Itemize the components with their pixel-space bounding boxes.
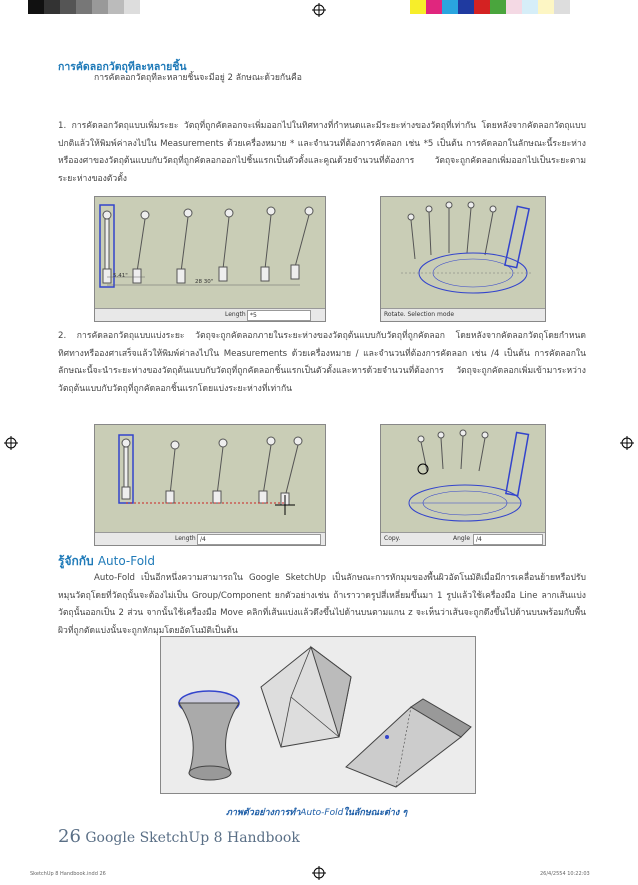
dimension-small: 5.41" bbox=[113, 273, 128, 279]
caption-prefix: ภาพตัวอย่างการทำ bbox=[226, 808, 301, 818]
measurements-label: Length bbox=[225, 311, 246, 318]
measurements-bar bbox=[95, 308, 325, 321]
registration-mark-icon bbox=[4, 436, 18, 450]
measurements-bar bbox=[381, 532, 545, 545]
measurements-field[interactable]: *5 bbox=[247, 310, 311, 321]
registration-mark-icon bbox=[312, 3, 326, 17]
move-cursor-icon bbox=[275, 495, 295, 515]
status-text: Rotate. Selection mode bbox=[384, 311, 455, 318]
section-title: การคัดลอกวัตถุทีละหลายชิ้น bbox=[58, 61, 187, 73]
figure-autofold-examples bbox=[160, 636, 476, 794]
paragraph-incremental-copy: 1. การคัดลอกวัตถุแบบเพิ่มระยะ วัตถุที่ถูกคัดลอกจะเพิ่มออกไปในทิศทางที่กำหนดและมีระยะห่างของวัตถุที่เท่ากัน โดยหลังจากคัดลอกวัตถุแบบปกติแล้วให้พิมพ์ค่าลงไปใน Measurements ด้วยเครื่องหมาย * และจำนวนที่ต้องการคัดลอก เช่น *5 เป็นต้น การคัดลอกในลักษณะนี้ระยะห่างหรือองศาของวัตถุต้นแบบกับวัตถุที่ถูกคัดลอกออกไปชิ้นแรกเป็นตัวตั้งและคูณด้วยจำนวนที่ต้องการ วัตถุจะถูกคัดลอกเพิ่มออกไปเป็นระยะตามระยะห่างของตัวตั้ง bbox=[58, 121, 586, 184]
caption-suffix: ในลักษณะต่าง ๆ bbox=[343, 808, 408, 818]
page-number: 26 bbox=[58, 826, 81, 847]
autofold-title-name: Auto-Fold bbox=[97, 554, 155, 568]
color-bar-right bbox=[410, 0, 570, 20]
status-copy-text: Copy. bbox=[384, 535, 401, 542]
status-bar bbox=[381, 308, 545, 321]
measurements-label: Angle bbox=[453, 535, 471, 542]
dimension-big: 28 30" bbox=[195, 279, 214, 285]
color-bar-left bbox=[28, 0, 156, 20]
measurements-label: Length bbox=[175, 535, 196, 542]
screenshot-incremental-copy bbox=[94, 196, 326, 322]
measurements-bar bbox=[95, 532, 325, 545]
screenshot-rotate-copy bbox=[380, 196, 546, 322]
book-title: Google SketchUp 8 Handbook bbox=[85, 830, 300, 846]
autofold-shapes-illustration bbox=[161, 637, 475, 793]
rotated-rods-illustration bbox=[381, 197, 545, 309]
section-intro: การคัดลอกวัตถุทีละหลายชิ้นจะมีอยู่ 2 ลักษณะด้วยกันคือ bbox=[94, 73, 302, 83]
autofold-title bbox=[58, 552, 155, 571]
slug-date: 26/4/2554 10:22:03 bbox=[540, 871, 590, 877]
page-footer bbox=[58, 826, 300, 847]
tool-rods-illustration bbox=[95, 197, 325, 309]
autofold-title-prefix: รู้จักกับ bbox=[58, 554, 94, 568]
registration-mark-icon bbox=[620, 436, 634, 450]
paragraph-autofold: Auto-Fold เป็นอีกหนึ่งความสามารถใน Google SketchUp เป็นลักษณะการหักมุมของพื้นผิวอัตโนมัติเมื่อมีการเคลื่อนย้ายหรือปรับหมุนวัตถุโดยที่วัตถุนั้นจะต้องไม่เป็น Group/Component ยกตัวอย่างเช่น ถ้าเราวาดรูปสี่เหลี่ยมขึ้นมา 1 รูปแล้วใช้เครื่องมือ Line ลากเส้นแบ่งวัตถุนั้นออกเป็น 2 ส่วน จากนั้นใช้เครื่องมือ Move คลิกที่เส้นแบ่งแล้วดึงขึ้นไปด้านบนตามแกน z จะเห็นว่าเส้นจะถูกดึงขึ้นไปด้านบนพร้อมกับพื้นผิวที่ถูกตัดแบ่งนั้นจะถูกหักมุมโดยอัตโนมัติเป็นต้น bbox=[58, 573, 586, 636]
divided-rods-illustration bbox=[95, 425, 325, 533]
registration-mark-icon bbox=[312, 866, 326, 880]
screenshot-divided-copy bbox=[94, 424, 326, 546]
figure-caption bbox=[226, 805, 407, 819]
screenshot-rotate-divided-copy bbox=[380, 424, 546, 546]
slug-file: SketchUp 8 Handbook.indd 26 bbox=[30, 871, 106, 877]
rotated-divided-rods-illustration bbox=[381, 425, 545, 533]
measurements-field[interactable]: /4 bbox=[473, 534, 543, 545]
measurements-field[interactable]: /4 bbox=[197, 534, 321, 545]
caption-name: Auto-Fold bbox=[300, 808, 344, 818]
paragraph-divided-copy: 2. การคัดลอกวัตถุแบบแบ่งระยะ วัตถุจะถูกคัดลอกภายในระยะห่างของวัตถุต้นแบบกับวัตถุที่ถูกคัดลอก โดยหลังจากคัดลอกวัตถุโดยกำหนดทิศทางหรือองศาเสร็จแล้วให้พิมพ์ค่าลงไปใน Measurements ด้วยเครื่องหมาย / และจำนวนที่ต้องการคัดลอก เช่น /4 เป็นต้น การคัดลอกในลักษณะนี้จะนำระยะห่างของวัตถุต้นแบบกับวัตถุที่ถูกคัดลอกชิ้นแรกเป็นตัวตั้งและหารด้วยจำนวนที่ต้องการ วัตถุจะถูกคัดลอกเพิ่มเข้ามาระหว่างวัตถุต้นแบบกับวัตถุที่ถูกคัดลอกชิ้นแรกโดยแบ่งระยะห่างที่เท่ากัน bbox=[58, 331, 586, 394]
